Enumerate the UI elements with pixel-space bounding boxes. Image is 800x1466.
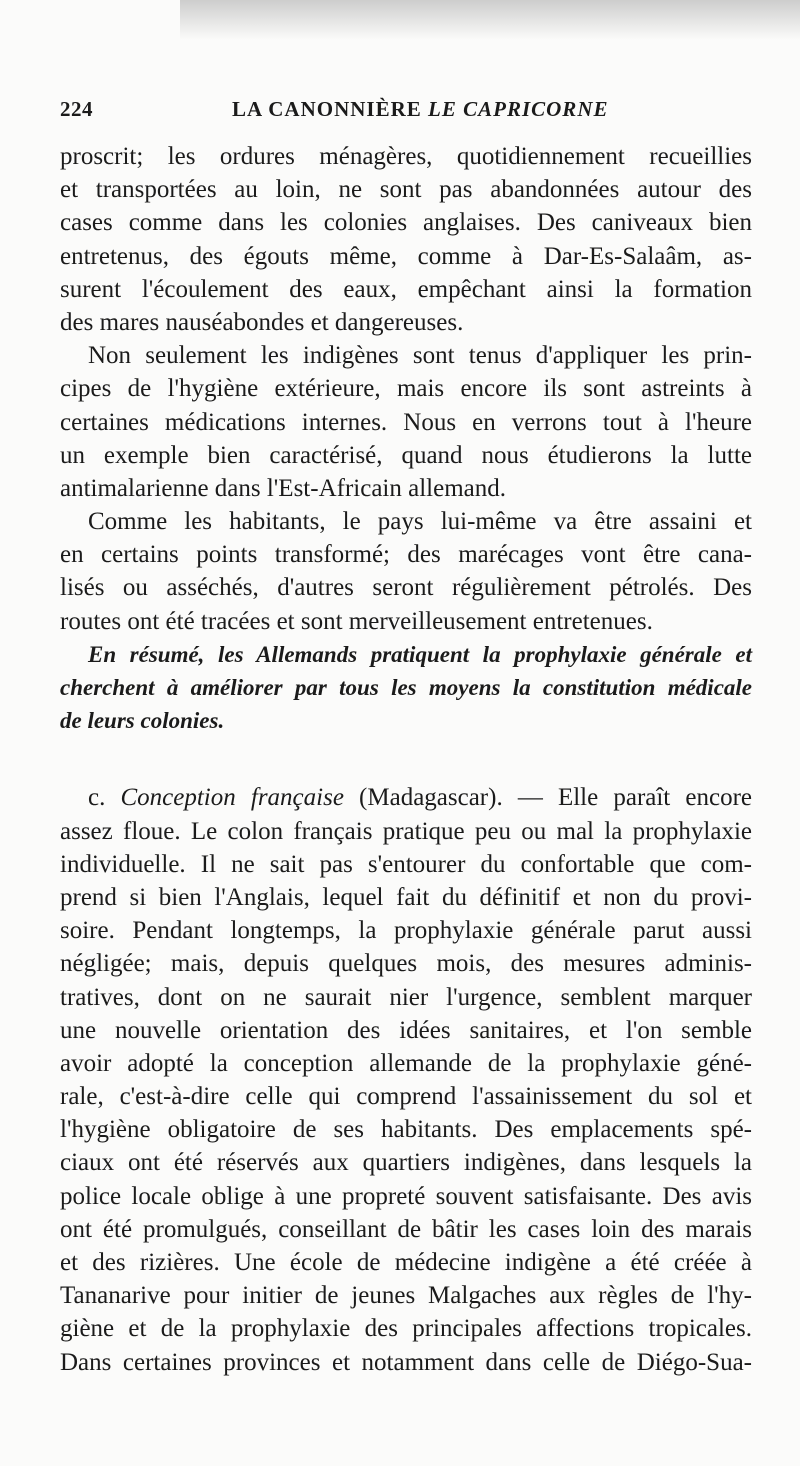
text-line: certaines médications internes. Nous en verrons tout à l'heure [60,408,752,436]
section-heading-line [60,781,752,814]
text-line: police locale oblige à une propreté souvent satisfaisante. Des avis [60,1182,752,1210]
text-line: l'hygiène obligatoire de ses habitants. Des emplacements spé- [60,1116,752,1144]
page-number: 224 [60,97,93,121]
text-line: cipes de l'hygiène extérieure, mais encore ils sont astreints à [60,375,752,403]
text-line: négligée; mais, depuis quelques mois, des mesures adminis- [60,950,752,978]
running-title-regular: LA CANONNIÈRE [232,97,429,121]
section-heading-rest: (Madagascar). — Elle paraît encore [359,784,752,812]
text-line: et des rizières. Une école de médecine indigène a été créée à [60,1249,752,1276]
text-line: rale, c'est-à-dire celle qui comprend l'assainissement du sol et [60,1083,752,1111]
text-line: une nouvelle orientation des idées sanitaires, et l'on semble [60,1016,752,1044]
text-line: lisés ou asséchés, d'autres seront régulièrement pétrolés. Des [60,574,752,602]
section-gap [60,737,752,781]
text-line: prend si bien l'Anglais, lequel fait du définitif et non du provi- [60,883,752,911]
running-title [232,97,609,122]
text-line: routes ont été tracées et sont merveilleusement entretenues. [60,607,653,635]
text-line: surent l'écoulement des eaux, empêchant ainsi la formation [60,275,752,303]
text-line: Comme les habitants, le pays lui-même va être assaini et [88,508,752,536]
summary-line: de leurs colonies. [60,708,225,734]
text-line: antimalarienne dans l'Est-Africain allemand. [60,474,506,502]
text-line: en certains points transformé; des marécages vont être cana- [60,541,752,569]
section-title: Conception française [120,784,344,812]
text-line: Tananarive pour initier de jeunes Malgaches aux règles de l'hy- [60,1282,752,1310]
text-line: proscrit; les ordures ménagères, quotidiennement recueillies [60,143,752,170]
text-line: et transportées au loin, ne sont pas abandonnées autour des [60,176,752,204]
summary-line: En résumé, les Allemands pratiquent la prophylaxie générale et [88,641,752,667]
text-line: des mares nauséabondes et dangereuses. [60,308,464,336]
scan-shadow [180,0,800,40]
text-line: soire. Pendant longtemps, la prophylaxie générale parut aussi [60,917,752,945]
body-text [60,140,752,1379]
text-line: avoir adopté la conception allemande de la prophylaxie géné- [60,1049,752,1077]
section-label: c. [88,784,106,812]
summary-line: cherchent à améliorer par tous les moyens la constitution médicale [60,675,752,700]
text-line: assez floue. Le colon français pratique peu ou mal la prophylaxie [60,817,752,845]
text-line: ciaux ont été réservés aux quartiers indigènes, dans lesquels la [60,1149,752,1177]
text-line: Dans certaines provinces et notamment dans celle de Diégo-Sua- [60,1348,752,1376]
text-line: ont été promulgués, conseillant de bâtir les cases loin des marais [60,1215,752,1243]
text-line: individuelle. Il ne sait pas s'entourer du confortable que com- [60,850,752,878]
text-line: Non seulement les indigènes sont tenus d'appliquer les prin- [88,342,752,370]
text-line: entretenus, des égouts même, comme à Dar-Es-Salaâm, as- [60,242,752,270]
running-title-italic: LE CAPRICORNE [428,97,609,121]
running-header [60,97,750,127]
text-line: cases comme dans les colonies anglaises. Des caniveaux bien [60,209,752,237]
text-line: giène et de la prophylaxie des principales affections tropicales. [60,1315,752,1343]
text-line: un exemple bien caractérisé, quand nous étudierons la lutte [60,441,752,469]
text-line: tratives, dont on ne saurait nier l'urgence, semblent marquer [60,983,752,1011]
